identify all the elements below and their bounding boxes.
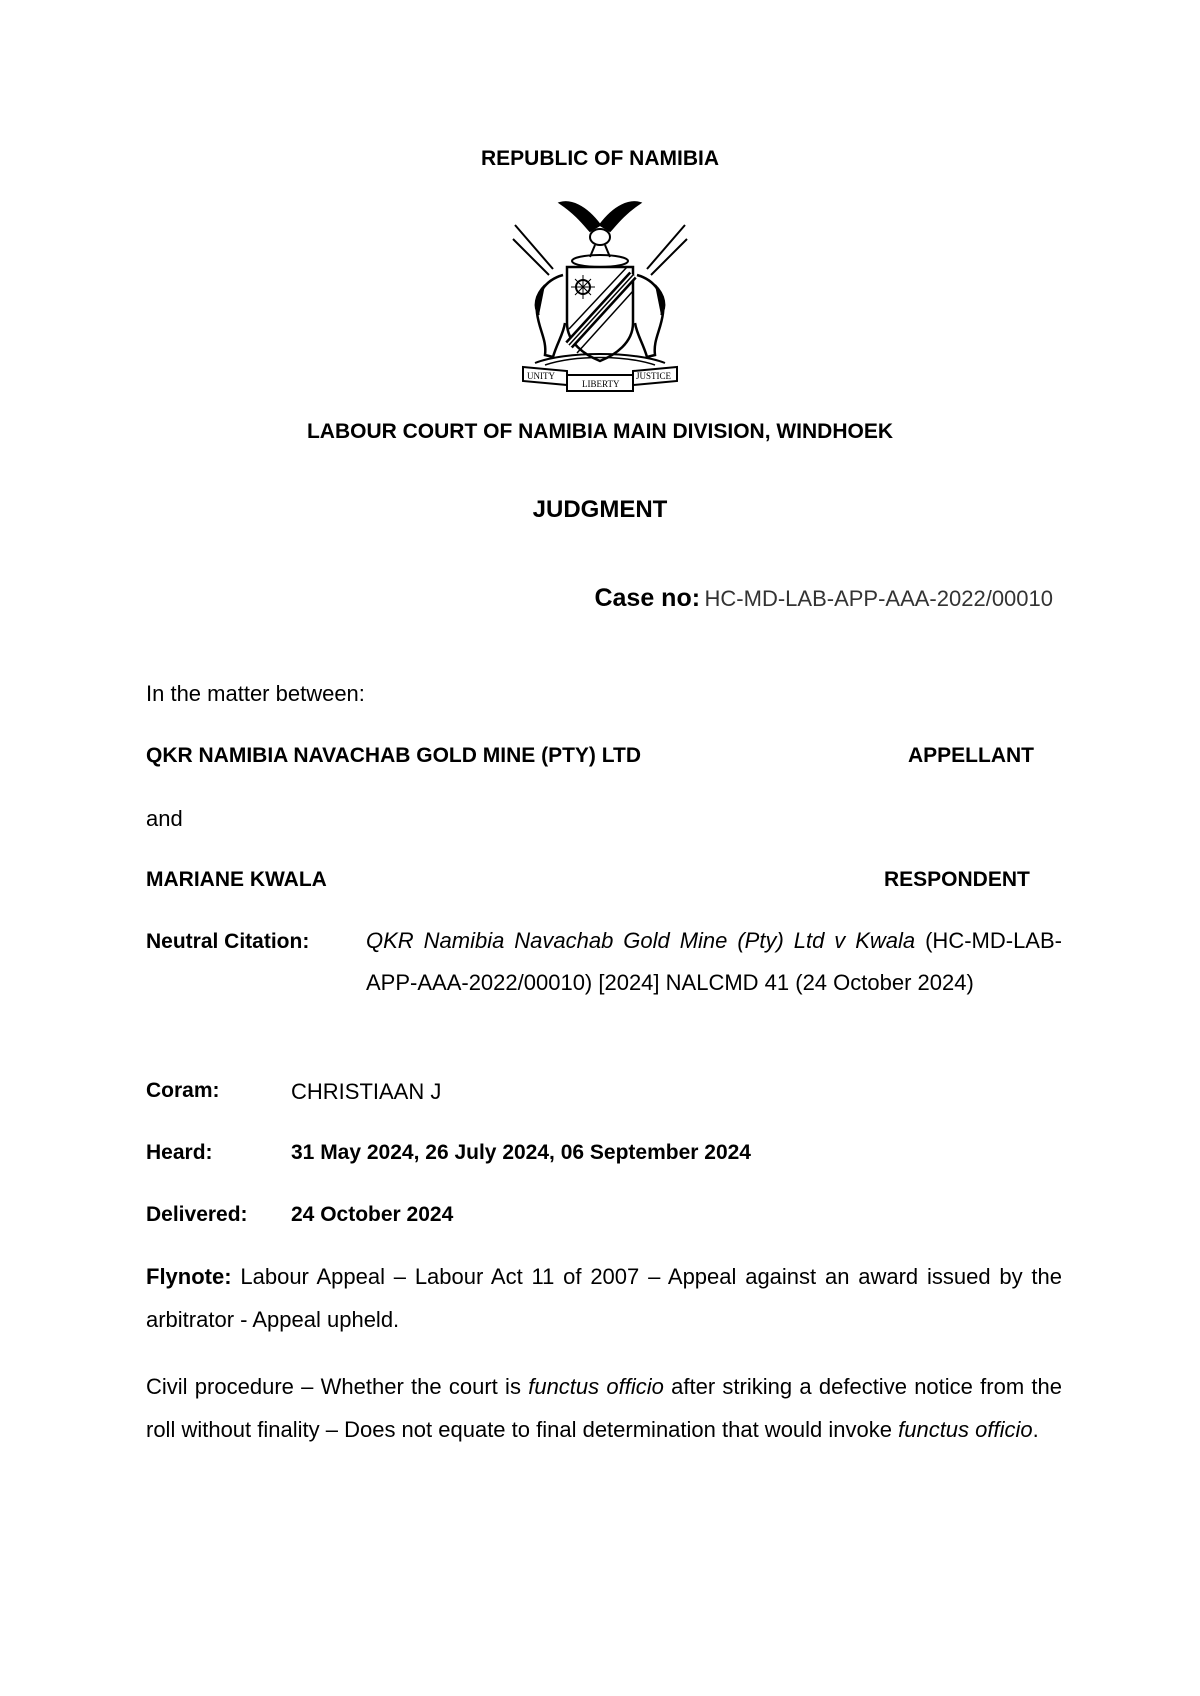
- civil-procedure-text-2: after striking a defective notice from the roll without finality – Does not equate to final determination that would invoke: [146, 1374, 1063, 1442]
- civil-procedure-text-3: .: [1032, 1417, 1039, 1442]
- motto-liberty: LIBERTY: [582, 379, 620, 389]
- civil-procedure-text-1: Civil procedure – Whether the court is: [146, 1374, 529, 1399]
- court-heading: LABOUR COURT OF NAMIBIA MAIN DIVISION, WINDHOEK: [306, 420, 894, 443]
- motto-unity: UNITY: [527, 371, 555, 381]
- delivered-label: Delivered:: [146, 1203, 248, 1226]
- civil-procedure-paragraph: [146, 1365, 1062, 1451]
- appellant-name: QKR NAMIBIA NAVACHAB GOLD MINE (PTY) LTD: [146, 744, 642, 767]
- civil-procedure-italic-2: functus officio: [898, 1417, 1033, 1442]
- case-number-label: Case no:: [594, 584, 701, 612]
- coram-label: Coram:: [146, 1079, 220, 1102]
- namibia-coat-of-arms: [505, 195, 695, 395]
- respondent-role: RESPONDENT: [884, 868, 1030, 891]
- coram-value: CHRISTIAAN J: [291, 1079, 442, 1104]
- motto-justice: JUSTICE: [636, 371, 672, 381]
- judgment-title: JUDGMENT: [532, 496, 668, 523]
- conjunction-and: and: [146, 806, 183, 831]
- civil-procedure-italic-1: functus officio: [528, 1374, 664, 1399]
- citation-label: Neutral Citation:: [146, 930, 310, 953]
- flynote-label: Flynote:: [146, 1264, 232, 1289]
- citation-case-name: QKR Namibia Navachab Gold Mine (Pty) Ltd v Kwala: [366, 928, 916, 953]
- flynote-text: Labour Appeal – Labour Act 11 of 2007 – Appeal against an award issued by the arbitrator - Appeal upheld.: [146, 1264, 1062, 1332]
- citation-details: (HC-MD-LAB-APP-AAA-2022/00010) [2024] NALCMD 41 (24 October 2024): [366, 928, 1062, 995]
- appellant-role: APPELLANT: [908, 744, 1034, 767]
- heard-label: Heard:: [146, 1141, 213, 1164]
- matter-intro: In the matter between:: [146, 681, 365, 706]
- case-number-value: HC-MD-LAB-APP-AAA-2022/00010: [704, 586, 1053, 611]
- republic-heading: REPUBLIC OF NAMIBIA: [481, 147, 719, 170]
- neutral-citation: [366, 920, 1062, 1004]
- respondent-name: MARIANE KWALA: [146, 868, 327, 891]
- delivered-date: 24 October 2024: [291, 1203, 454, 1226]
- heard-dates: 31 May 2024, 26 July 2024, 06 September 2024: [291, 1141, 751, 1164]
- case-number-line: [594, 584, 1053, 613]
- flynote-paragraph: [146, 1255, 1062, 1341]
